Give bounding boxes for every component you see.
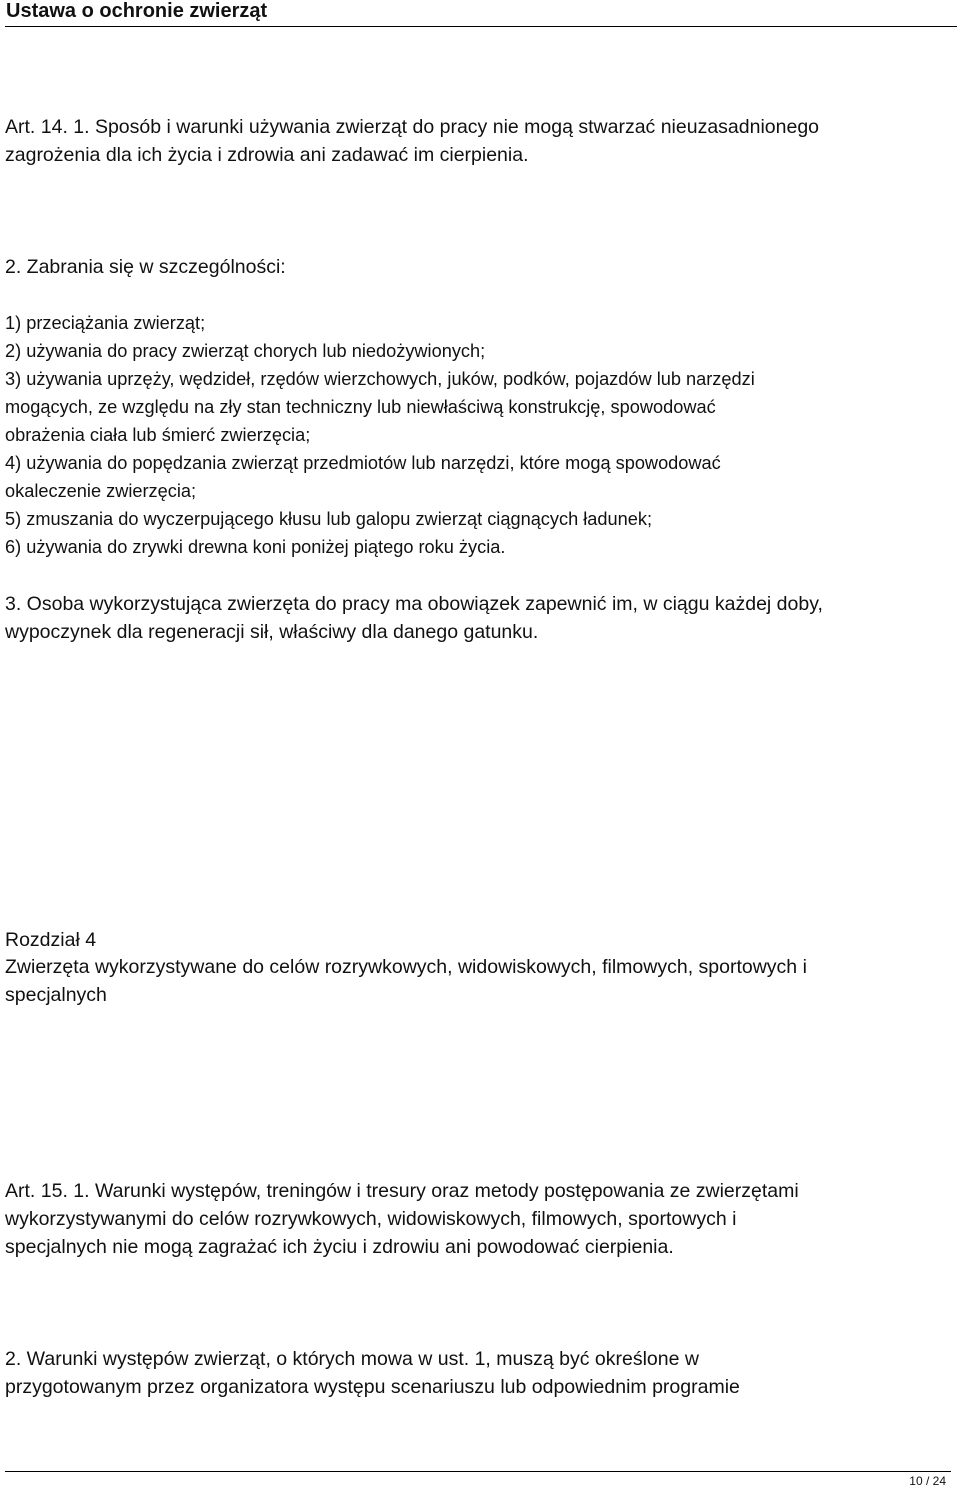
chapter-title-line2: specjalnych: [5, 984, 107, 1006]
page-header: [5, 0, 957, 27]
list-item: 1) przeciążania zwierząt;: [5, 313, 206, 333]
list-item: 4) używania do popędzania zwierząt przedmiotów lub narzędzi, które mogą spowodować: [5, 453, 721, 473]
document-title: Ustawa o ochronie zwierząt: [6, 0, 268, 22]
list-item: 3) używania uprzęży, wędzideł, rzędów wierzchowych, juków, podków, pojazdów lub narzędzi: [5, 369, 755, 389]
chapter-number: Rozdział 4: [5, 929, 97, 951]
art15-p2-line1: 2. Warunki występów zwierząt, o których mowa w ust. 1, muszą być określone w: [5, 1348, 699, 1370]
art14-p1-line1: Art. 14. 1. Sposób i warunki używania zwierząt do pracy nie mogą stwarzać nieuzasadnionego: [5, 116, 820, 138]
list-item: mogących, ze względu na zły stan techniczny lub niewłaściwą konstrukcję, spowodować: [5, 397, 716, 417]
page-number: 10 / 24: [909, 1474, 946, 1488]
art14-p3-line1: 3. Osoba wykorzystująca zwierzęta do pracy ma obowiązek zapewnić im, w ciągu każdej doby,: [5, 593, 823, 615]
list-item: okaleczenie zwierzęcia;: [5, 481, 197, 501]
art14-p2-intro: 2. Zabrania się w szczególności:: [5, 256, 286, 278]
list-item: obrażenia ciała lub śmierć zwierzęcia;: [5, 425, 311, 445]
footer-divider: [5, 1471, 951, 1472]
art15-p1-line1: Art. 15. 1. Warunki występów, treningów i tresury oraz metody postępowania ze zwierzętami: [5, 1180, 799, 1202]
art14-p1-line2: zagrożenia dla ich życia i zdrowia ani zadawać im cierpienia.: [5, 144, 529, 166]
list-item: 2) używania do pracy zwierząt chorych lub niedożywionych;: [5, 341, 486, 361]
list-item: 5) zmuszania do wyczerpującego kłusu lub galopu zwierząt ciągnących ładunek;: [5, 509, 653, 529]
art15-p2-line2: przygotowanym przez organizatora występu scenariuszu lub odpowiednim programie: [5, 1376, 740, 1398]
art15-p1-line2: wykorzystywanymi do celów rozrywkowych, widowiskowych, filmowych, sportowych i: [5, 1208, 737, 1230]
chapter-title-line1: Zwierzęta wykorzystywane do celów rozrywkowych, widowiskowych, filmowych, sportowych i: [5, 956, 807, 978]
list-item: 6) używania do zrywki drewna koni poniżej piątego roku życia.: [5, 537, 506, 557]
art14-p3-line2: wypoczynek dla regeneracji sił, właściwy dla danego gatunku.: [5, 621, 539, 643]
art15-p1-line3: specjalnych nie mogą zagrażać ich życiu i zdrowiu ani powodować cierpienia.: [5, 1236, 674, 1258]
